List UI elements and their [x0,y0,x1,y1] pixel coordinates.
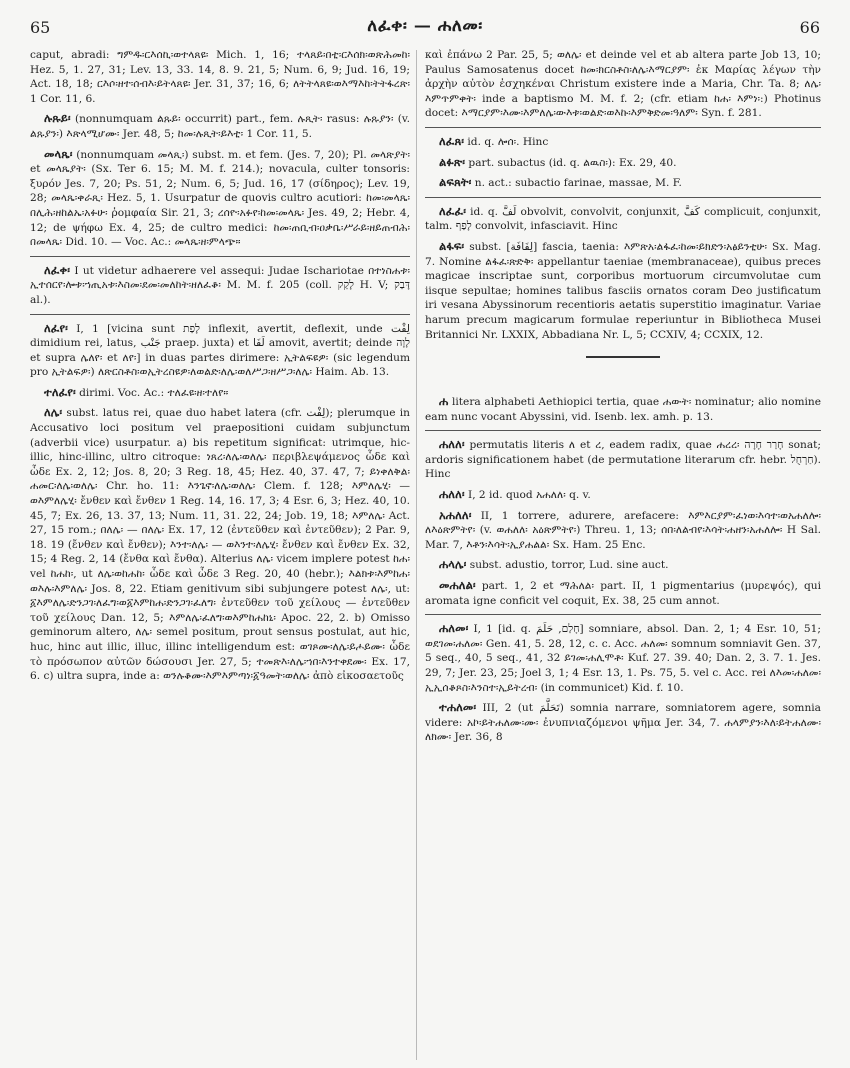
entry-headword: ለፈየ፡ [44,320,68,335]
dictionary-entry [425,621,821,695]
entry-separator [425,430,821,431]
dictionary-entry [425,175,821,191]
entry-headword: መላጼ፡ [44,146,73,161]
entry-headword: ተለፈየ፡ [44,384,76,399]
entry-headword: ሐለመ፡ [439,621,469,636]
section-separator [586,356,660,358]
dictionary-entry [425,134,821,150]
dictionary-entry [425,48,821,121]
entry-text: subst. adustio, torror, Lud. sine auct. [469,559,669,572]
dictionary-entry [30,263,410,308]
entry-text: id. q. ሎሰ፡. Hinc [467,135,549,148]
entry-text: I ut videtur adhaerere vel assequi: Judae Ischariotae በተነስሐቱ፡ኢተሰርየ፡ሎቱ፡ኀጢአቱ፡እስመ፡ደመ፡መለከት፡ዘለፈቆ፡ M. M. f. 205 (coll. לָקַק H. V; דָּבַק al.). [30,264,410,306]
dictionary-entry [425,508,821,553]
entry-headword: ልፋፍ፡ [439,238,465,253]
dictionary-entry [425,204,821,234]
entry-separator [425,127,821,128]
entry-text: I, 1 [id. q. חָלַם, حَلَمَ] somniare, absol. Dan. 2, 1; 4 Esr. 10, 51; ወደገመ፡ሐለመ፡ Gen. 41, 5. 28, 12, c. c. Acc. ሐለመ፡ somnum somniavit Gen. 37, 5 seq., 40, 5 seq., 41, 32 ይገመ፡ሐሊሞቶ፡ Kuf. 27. 39. 40; Dan. 2, 3. 7. 1. Jes. 29, 7; Jer. 23, 25; Joel 3, 1; 4 Esr. 13, 1. Ps. 75, 5. vel c. Acc. rei ለእመ፡ሐለመ፡ኢኢሰቆጾስ፡እንስተ፡ኢይትረብ፡ (in communicet) Kid. f. 10. [425,623,821,694]
entry-separator [425,197,821,198]
dictionary-entry [30,48,410,106]
entry-text: dirimi. Voc. Ac.: ተለፈዩ፡ዘ፡ተለየ። [79,386,229,399]
entry-text: subst. latus rei, quae duo habet latera (cfr. لِفْت); plerumque in Accusativo loci positum vel praepositioni cuidam subjunctum (adverbii vice) usurpatur. a) bis repetitum significat: utrimque, hic-illic, hinc-illinc, ultro citroque: ነጸረ፡ለሌ፡ወለሌ፡ περιβλεψάμενος ὧδε καὶ ὧδε Ex. 2, 12; Jos. 8, 20; 3 Reg. 18, 45; Hez. 40, 37. 47, 7; ይነቀለቅል፡ሐመር፡ለሌ፡ወለሌ፡ Chr. ho. 11: እንጌኖ፡ለሌ፡ወለሌ፡ Clem. f. 128; እምለሌሂ፡ — ወእምለሌሂ፡ ἔνθεν καὶ ἔνθεν 1 Reg. 14, 16. 17, 3; 4 Esr. 6, 3; Hez. 40, 10. 45, 7; Ex. 26, 13. 37, 13; Num. 11, 31. 22, 24; Job. 19, 18; እምለሌ፡ Act. 27, 15 rom.; በለሌ፡ — በለሌ፡ Ex. 17, 12 (ἐντεῦθεν καὶ ἐντεῦθεν); 2 Par. 9, 18. 19 (ἔνθεν καὶ ἔνθεν); እንተ፡ለሌ፡ — ወእንተ፡ለሌሂ፡ ἔνθεν καὶ ἔνθεν Ex. 32, 15; 4 Reg. 2, 14 (ἔνθα καὶ ἔνθα). Alterius ለሌ፡ vicem implere potest ከሐ፡ vel ከሐከ፡, ut ለሌ፡ወከሐከ፡ ὧδε καὶ ὧδε 3 Reg. 20, 40 (hebr.); እልክቱ፡እምከሐ፡ወእሉ፡እምለሌ፡ Jos. 8, 22. Etiam genitivum sibi subjungere potest ለሌ፡, ut: ፩እምለሌ፡ድንጋገ፡ለፈግ፡ወ፩እምከሐ፡ድንጋገ፡ፈለግ፡ ἐντεῦθεν τοῦ χείλους — ἐντεῦθεν τοῦ χείλους Dan. 12, 5; እምለሌ፡ፈለግ፡ወእምከሐከኒ፡ Apoc. 22, 2. b) Omisso geminorum altero, ለሌ፡ semel positum, prout sensus postulat, aut hic, huc, hinc aut illic, illuc, illinc intelligendum est: ወገጾሙ፡ለሌ፡ይሖይሙ፡ ὧδε τὸ πρόσωπον αὐτῶν δώσουσι Jer. 27, 5; ተመጽእ፡ለሌ፡ኀበ፡እንተቀደሙ፡ Ex. 17, 6. c) ultra supra, inde a: ወንሉቆሙ፡እምእምጣነ፡፩ዓመት፡ወለሌ፡ ἀπὸ εἰκοσαετοῦς [30,407,410,683]
page-number-right: 66 [799,18,820,37]
dictionary-entry [425,578,821,608]
entry-text: permutatis literis ለ et ረ, eadem radix, quae ሐረረ፡ חָרַר חָרָה sonat; ardoris significationem habet (de permutatione literarum cfr. hebr. חַרְחֻל). Hinc [425,439,821,481]
entry-text: II, 1 torrere, adurere, arefacere: እምእርያም፡ፈነወ፡እሳተ፡ወአሐለሎ፡ለእዕጽምትየ፡ (v. ወሐለለ፡ አዕጽምትየ፡) Threu. 1, 13; ሰበ፡ለልብየ፡እሳት፡ሐዘን፡አሐለሎ፡ H Sal. Mar. 7, እቶን፡እሳት፡ኢያሐልል፡ Sx. Ham. 25 Enc. [425,509,821,551]
entry-headword: መሐለል፡ [439,578,476,593]
page-header [30,14,820,42]
dictionary-entry [425,487,821,503]
entry-text: subst. [لِفَافَة] fascia, taenia: እምጽአ፡ልፋፈ፡ከመ፡ይክድን፡አፅይንቲሁ፡ Sx. Mag. 7. Nomine ልፋፈ፡ጽድቅ፡ appellantur taeniae (membranaceae), quibus preces magicae inscriptae sunt, corporibus mortuorum circumvolutae cum iisque sepultae; homines talibus fasciis ornatos coram Deo justificatum iri vesana Abyssinorum recentioris aetatis superstitio imaginatur. Variae harum precum magicarum formulae reperiuntur in Bibliotheca Musei Britannici Nr. LXXIX, Abbadiana Nr. L, 5; CCXIV, 4; CCXIX, 12. [425,240,821,341]
entry-text: litera alphabeti Aethiopici tertia, quae ሐውት፡ nominatur; alio nomine eam nunc vocant Abyssini, vid. Isenb. lex. amh. p. 13. [425,396,821,423]
entry-headword: ለሌ፡ [44,405,63,420]
entry-separator [425,614,821,615]
entry-text: I, 1 [vicina sunt לָפַת inflexit, avertit, deflexit, unde لِفْت dimidium rei, latus, جَنْب praep. juxta) et لَفَا amovit, avertit; deinde לָוָה et supra ሌለየ፡ et ለየ፡] in duas partes dirimere: ኢትልፍዩዎ፡ (sic legendum pro ኢትልፍዎ፡) ለጽርስቶስ፡ወኢትረስዩዎ፡ለወልድ፡ለሌ፡ወለሥጋ፡ዘሥጋ፡ለሌ፡ Haim. Ab. 13. [30,322,410,379]
right-column [425,48,821,1062]
running-title: ለፈቀ፡ — ሐለመ፡ [367,16,483,36]
entry-headword: ሐ [439,394,449,409]
entry-headword: ልፍጸት፡ [439,175,472,190]
page-number-left: 65 [30,18,51,37]
dictionary-entry [425,155,821,171]
dictionary-entry [30,385,410,401]
entry-headword: ለፈጸ፡ [439,133,465,148]
entry-headword: ሉጹይ፡ [44,111,71,126]
dictionary-entry [425,557,821,573]
entry-headword: ለፈቀ፡ [44,262,71,277]
dictionary-entry [425,437,821,482]
entry-text: part. 1, 2 et ማሕለል፡ part. II, 1 pigmentarius (μυρεψός), qui aromata igne conficit vel coquit, Ex. 38, 25 cum annot. [425,580,821,607]
entry-headword: አሐለለ፡ [439,507,472,522]
entry-text: n. act.: subactio farinae, massae, M. F. [474,177,682,190]
entry-text: I, 2 id. quod አሐለለ፡ q. v. [468,489,591,502]
entry-text: part. subactus (id. q. ልዉስ፡): Ex. 29, 40. [468,156,677,169]
entry-text: (nonnumquam መላጺ፡) subst. m. et fem. (Jes. 7, 20); Pl. መላጽያት፡ et መላጼያት፡ (Sx. Ter 6. 15; M. M. f. 214.); novacula, culter tonsoris: ξυρόν Jes. 7, 20; Ps. 51, 2; Num. 6, 5; Jud. 16, 17 (σίδηρος); Lev. 19, 28; መላጼ፡ቀራጺ፡ Hez. 5, 1. Usurpatur de quovis cultro acutiori: ከመ፡መላጼ፡በሊሕ፡ዘከልኤ፡አፉሁ፡ ῥομφαία Sir. 21, 3; ረሰዮ፡አፉየ፡ከመ፡መላጼ፡ Jes. 49, 2; Hebr. 4, 12; de ψήφω Ex. 4, 25; de cultro medici: ከመ፡ጠቢብ፡ዐቃቤ፡ሥራይ፡ዘይጠብሕ፡በመላጼ፡ Did. 10. — Voc. Ac.: መላጼ፡ዘ፡ምላጭ። [30,148,410,249]
entry-headword: ለፈፈ፡ [439,203,466,218]
entry-text: (nonnumquam ልጹይ፡ occurrit) part., fem. ሉጺት፡ rasus: ሉጹያን፡ (v. ልጹያን፡) እጽላሚሆሙ፡ Jer. 48, 5; ከመ፡ሉጺት፡ይእቲ፡ 1 Cor. 11, 5. [30,113,410,140]
entry-headword: ተሐለመ፡ [439,700,477,715]
entry-text: caput, abradi: ግምዱ፡ርእሰኪ፡ወተላጸዩ፡ Mich. 1, 16; ተላጸይ፡በቲ፡ርእሰክ፡ወጽሕመከ፡ Hez. 5, 1. 27, 31; Lev. 13, 33. 14, 8. 9. 21, 5; Num. 6, 9; Jud. 16, 19; Act. 18, 18; ርእሶ፡ዘተ፡ሰብእ፡ይትላጸዩ፡ Jer. 31, 37; 16, 6; ለትትላጸዩ፡ወእማእከ፡ትትፋረጽ፡ 1 Cor. 11, 6. [30,49,410,105]
dictionary-entry [30,111,410,141]
entry-separator [30,314,410,315]
left-column [30,48,410,1062]
column-divider [416,50,417,1060]
dictionary-entry [425,394,821,424]
entry-headword: ሐለለ፡ [439,487,465,502]
entry-separator [30,256,410,257]
dictionary-entry [30,405,410,683]
entry-headword: ልፉጽ፡ [439,154,466,169]
entry-headword: ሐላሌ፡ [439,557,467,572]
entry-text: III, 2 (ut تَحَلَّمَ) somnia narrare, somniatorem agere, somnia videre: አኮ፡ይትሐለሙ፡ሙ፡ ἐνυπνιαζόμενοι ψῆμα Jer. 34, 7. ሐላምያን፡እለ፡ይትሐለሙ፡ ለክሙ፡ Jer. 36, 8 [425,702,821,744]
dictionary-entry [425,239,821,342]
entry-headword: ሐለለ፡ [439,437,465,452]
dictionary-entry [30,147,410,250]
entry-text: καὶ ἐπάνω 2 Par. 25, 5; ወለሌ፡ et deinde vel et ab altera parte Job 13, 10; Paulus Samosatenus docet ከመ፡ክርስቶስ፡ለሌ፡እማርያም፡ ἐκ Μαρίας λέγων τὴν ἀρχὴν αὐτὸν ἐσχηκέναι Christum existere inde a Maria, Chr. Ta. 8; ለሌ፡እምጥምቀት፡ inde a baptismo M. M. f. 2; (cfr. etiam ከሐ፡ እምነ፡:) Photinus docet: እማርያም፡እሙ፡እምለሌ፡ውእቱ፡ወልድ፡ወእኩ፡እምቅድመ፡ዓለም፡ Syn. f. 281. [425,49,821,120]
entry-text: id. q. لَفَّ obvolvit, convolvit, conjunxit, كَفَّ complicuit, conjunxit, talm. לָפַף convolvit, infasciavit. Hinc [425,205,821,233]
dictionary-entry [30,321,410,380]
dictionary-entry [425,700,821,745]
